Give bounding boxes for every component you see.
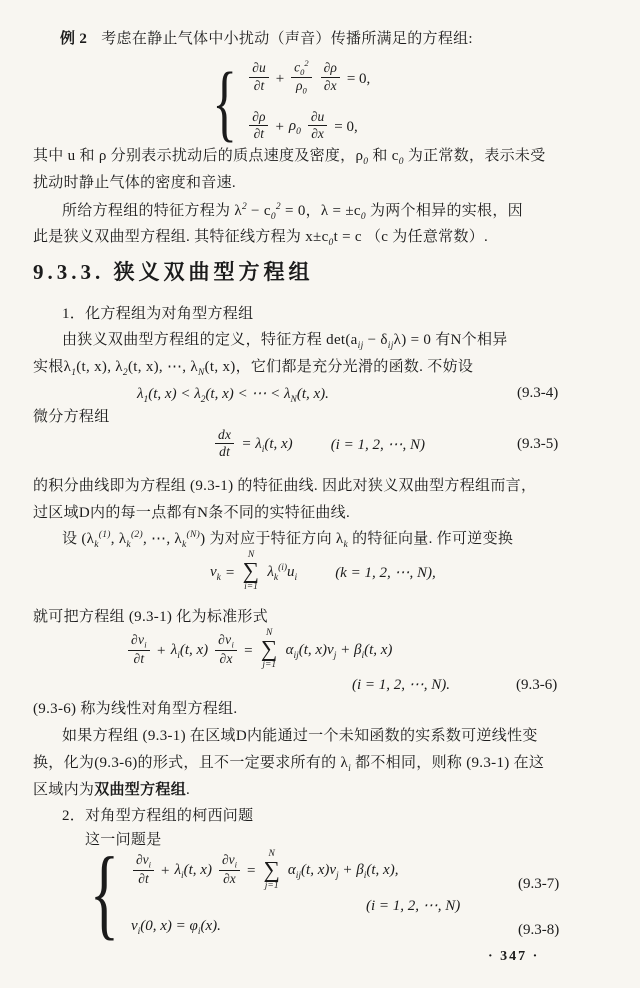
- fraction: $\frac{\partial\rho}{\partial t}$: [249, 109, 268, 142]
- paragraph-line: 的积分曲线即为方程组 (9.3-1) 的特征曲线. 因此对狭义双曲型方程组而言，: [33, 478, 537, 494]
- paragraph-line: 其中 u 和 ρ 分别表示扰动后的质点速度及密度，$\rho_0$ 和 $c_0$ 为正常数，表示未受: [33, 148, 546, 167]
- fraction: $\frac{\partial v_i}{\partial x}$: [219, 852, 240, 887]
- list-item-2: 2．对角型方程组的柯西问题: [62, 808, 254, 824]
- fraction: $\frac{\partial u}{\partial t}$: [249, 60, 268, 93]
- paragraph-line: 这一问题是: [85, 832, 162, 848]
- paragraph-line: (9.3-6) 称为线性对角型方程组.: [33, 701, 238, 717]
- equation-rows: [247, 60, 370, 145]
- paragraph-line: 由狭义双曲型方程组的定义，特征方程 $\det(a_{ij} - \delta_{ij}\lambda) = 0$ 有N个相异: [62, 332, 508, 351]
- equation-number: (9.3-4): [517, 385, 559, 401]
- page-number: · 347 ·: [488, 949, 540, 964]
- display-equation-9-3-4: $\lambda_1(t$, $x) < \lambda_2(t$, x) < ⋯ < $\lambda_N(t$, x).: [137, 386, 329, 405]
- index-condition: (k = 1, 2, ⋯, N),: [335, 564, 436, 581]
- paragraph-line: 如果方程组 (9.3-1) 在区域D内能通过一个未知函数的实系数可逆线性变: [62, 728, 538, 744]
- equals-zero: = 0,: [346, 70, 371, 87]
- paragraph-line: 过区域D内的每一点都有N条不同的实特征曲线.: [33, 505, 351, 521]
- equation-number: (9.3-7): [518, 876, 560, 892]
- left-brace: {: [212, 53, 238, 150]
- sigma-symbol: ∑: [263, 856, 280, 882]
- fraction: $\frac{dx}{dt}$: [215, 427, 234, 460]
- plus-operator: +: [275, 70, 285, 87]
- equation-row-2: [247, 111, 370, 144]
- paragraph-line: 换，化为(9.3-6)的形式，且不一定要求所有的 $\lambda_i$ 都不相同，则称 (9.3-1) 在这: [33, 755, 545, 774]
- summation: N ∑ j=1: [260, 628, 278, 671]
- paragraph-line: 所给方程组的特征方程为 $\lambda^2 - c_0^2 = 0$，$\lambda = \pm c_0$ 为两个相异的实根，因: [62, 202, 523, 222]
- equation-rows: [130, 848, 461, 938]
- paragraph-line: 微分方程组: [33, 409, 110, 425]
- fraction: $\frac{\partial v_i}{\partial x}$: [215, 632, 237, 667]
- paragraph-line: 扰动时静止气体的密度和音速.: [33, 175, 236, 191]
- equation-row-initial: $v_i(0$, $x) = \varphi_i(x)$.: [130, 918, 221, 938]
- sigma-symbol: ∑: [242, 558, 260, 584]
- example-label: 例 2: [60, 31, 88, 47]
- paragraph-line: 就可把方程组 (9.3-1) 化为标准形式: [33, 609, 269, 625]
- fraction: $\frac{\partial u}{\partial x}$: [308, 109, 327, 142]
- paragraph-line: 实根$\lambda_1(t$, x), $\lambda_2(t$, x), ⋯, $\lambda_N(t$, x)，它们都是充分光滑的函数. 不妨设: [33, 359, 474, 378]
- summation: N ∑ j=1: [263, 848, 280, 891]
- fraction: $\frac{\partial v_i}{\partial t}$: [133, 852, 154, 887]
- equals-zero: = 0,: [334, 119, 358, 136]
- fraction: $\frac{\partial v_i}{\partial t}$: [128, 632, 150, 667]
- fraction: $\frac{\partial\rho}{\partial x}$: [321, 60, 340, 93]
- example-intro: 考虑在静止气体中小扰动（声音）传播所满足的方程组:: [101, 31, 473, 47]
- paragraph-line: 区域内为双曲型方程组.: [33, 782, 191, 798]
- plus-operator: +: [275, 119, 284, 136]
- coefficient: $\rho_0$: [288, 118, 301, 138]
- equation-number: (9.3-5): [517, 436, 559, 452]
- paragraph-line: 设 ($\lambda_k^{(1)}$, $\lambda_k^{(2)}$, ⋯, $\lambda_k^{(N)}$) 为对应于特征方向 $\lambda_k$ 的特征向量. 作可逆变换: [62, 530, 514, 550]
- paragraph-line: 此是狭义双曲型方程组. 其特征线方程为 $x\pm c_0t = c$ （c 为任意常数）.: [33, 229, 489, 248]
- left-brace: {: [89, 837, 120, 950]
- equation-system-sound: [204, 53, 371, 150]
- fraction: $\frac{c_0^2}{\rho_0}$: [291, 58, 312, 96]
- display-equation-vk: $v_k$ = N ∑ i=1 $\lambda_k^{(i)}u_i$ (k = 1, 2, ⋯, N),: [210, 550, 436, 593]
- display-equation-9-3-5: $\frac{dx}{dt}$ = $\lambda_i(t$, x) (i = 1, 2, ⋯, N): [213, 428, 425, 462]
- index-condition: (i = 1, 2, ⋯, N).: [352, 677, 451, 693]
- sigma-symbol: ∑: [260, 636, 278, 662]
- equation-row-pde: $\frac{\partial v_i}{\partial t}$ + $\lambda_i(t$, x) $\frac{\partial v_i}{\partial x}$ = N ∑ j=1 $\alpha_{ij}(t$, $x)v_j + \beta_i(t$, x),: [131, 851, 460, 894]
- summation: N ∑ i=1: [242, 550, 260, 593]
- equation-row-condition: (i = 1, 2, ⋯, N): [365, 898, 461, 915]
- bold-term: 双曲型方程组: [94, 782, 187, 798]
- display-equation-9-3-6: $\frac{\partial v_i}{\partial t}$ + $\lambda_i(t$, x) $\frac{\partial v_i}{\partial x}$ = N ∑ j=1 $\alpha_{ij}(t$, $x)v_j + \beta_i(t$, x): [126, 630, 392, 673]
- example-heading-line: [60, 30, 473, 50]
- list-item-1: 1．化方程组为对角型方程组: [62, 306, 254, 322]
- equation-number: (9.3-8): [518, 922, 560, 938]
- equation-row-1: [247, 60, 370, 98]
- section-heading: 9.3.3. 狭义双曲型方程组: [33, 260, 314, 284]
- equation-number: (9.3-6): [516, 677, 558, 693]
- index-condition: (i = 1, 2, ⋯, N): [330, 436, 425, 453]
